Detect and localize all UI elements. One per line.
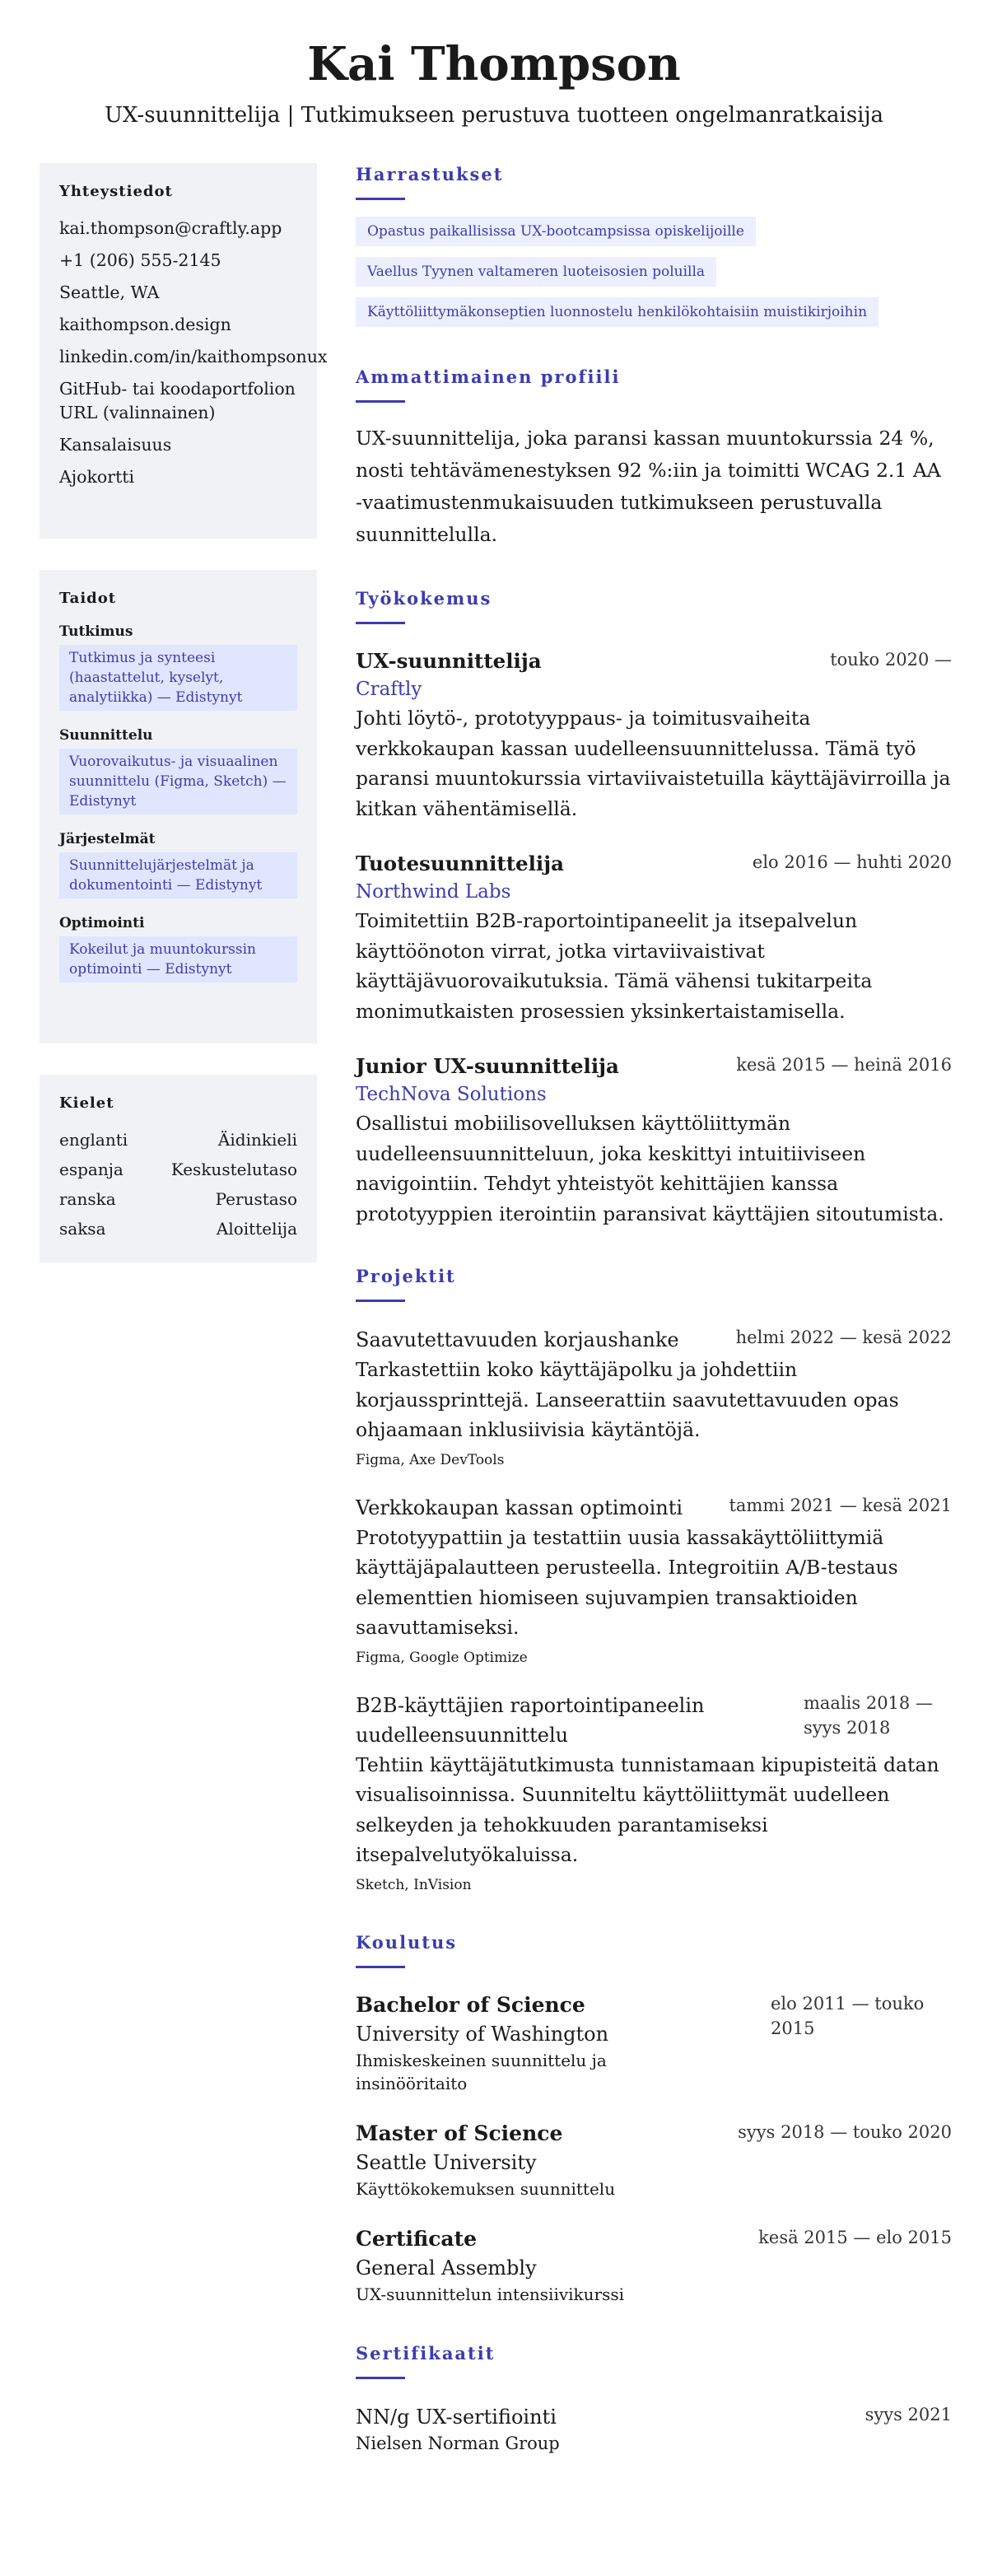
language-level: Äidinkieli (217, 1130, 297, 1150)
project-dates: helmi 2022 — kesä 2022 (735, 1328, 952, 1347)
project-tools: Sketch, InVision (356, 1876, 472, 1893)
project-item (356, 1325, 952, 1470)
skill-group (59, 831, 297, 898)
job-description: Johti löytö-, prototyyppaus- ja toimitusvaiheita verkkokaupan kassan uudelleensuunnittelussa. Tämä työ paransi muuntokurssia virtaviivaistetuilla käyttäjävirroilla ja kitkan vähentämisellä. (356, 707, 951, 820)
job-description: Osallistui mobiilisovelluksen käyttöliittymän uudelleensuunnitteluun, joka keskittyi intuitiiviseen navigointiin. Tehdyt yhteistyöt kehittäjien kanssa prototyyppien iterointiin paransivat käyttäjien sitoutumista. (356, 1112, 944, 1225)
education-dates: syys 2018 — touko 2020 (738, 2121, 952, 2142)
profile-section (356, 366, 952, 551)
skill-group-title: Optimointi (59, 915, 145, 931)
skill-tag: Tutkimus ja synteesi (haastattelut, kyselyt, analytiikka) — Edistynyt (59, 645, 297, 711)
candidate-headline: UX-suunnittelija | Tutkimukseen perustuva tuotteen ongelmanratkaisija (104, 103, 884, 128)
hobby-list (356, 217, 952, 338)
skill-group-title: Järjestelmät (59, 831, 156, 847)
school-name: General Assembly (356, 2256, 537, 2280)
skill-tag: Vuorovaikutus- ja visuaalinen suunnittelu (Figma, Sketch) — Edistynyt (59, 749, 297, 814)
experience-item (356, 1052, 952, 1229)
contact-title: Yhteystiedot (59, 183, 173, 200)
job-company: Northwind Labs (356, 881, 511, 903)
languages-box (40, 1075, 317, 1262)
hobby-tag: Opastus paikallisissa UX-bootcampsissa opiskelijoille (356, 217, 756, 246)
language-row (59, 1188, 297, 1211)
job-dates: elo 2016 — huhti 2020 (752, 852, 952, 872)
project-item (356, 1691, 952, 1895)
degree-name: Master of Science (356, 2121, 563, 2145)
language-level: Perustaso (215, 1189, 297, 1209)
profile-text: UX-suunnittelija, joka paransi kassan muuntokurssia 24 %, nosti tehtävämenestyksen 92 %:iin ja toimitti WCAG 2.1 AA -vaatimustenmukaisuuden tutkimukseen perustuvalla suunnittelulla. (356, 427, 941, 546)
candidate-name: Kai Thompson (307, 37, 681, 91)
certifications-section (356, 2342, 952, 2455)
contact-portfolio: GitHub- tai koodaportfolion URL (valinnainen) (59, 379, 296, 422)
project-name: Verkkokaupan kassan optimointi (356, 1496, 683, 1519)
section-divider (356, 2377, 405, 2379)
contact-box (40, 163, 328, 539)
skill-group (59, 623, 297, 711)
hobbies-section (356, 163, 952, 338)
contact-email[interactable]: kai.thompson@craftly.app (59, 218, 282, 238)
language-level: Keskustelutaso (170, 1160, 297, 1179)
projects-section (356, 1265, 952, 1895)
certification-date: syys 2021 (864, 2404, 952, 2424)
job-dates: kesä 2015 — heinä 2016 (736, 1055, 952, 1075)
school-name: University of Washington (356, 2022, 609, 2046)
education-title: Koulutus (356, 1931, 458, 1953)
experience-item (356, 850, 952, 1026)
language-level: Aloittelija (216, 1219, 297, 1239)
contact-website[interactable]: kaithompson.design (59, 315, 231, 334)
project-name: Saavutettavuuden korjaushanke (356, 1328, 679, 1351)
education-dates: elo 2011 — touko 2015 (771, 1993, 925, 2038)
section-divider (356, 1966, 405, 1968)
job-company: TechNova Solutions (356, 1084, 547, 1105)
hobby-tag: Käyttöliittymäkonseptien luonnostelu henkilökohtaisiin muistikirjoihin (356, 297, 878, 327)
job-description: Toimitettiin B2B-raportointipaneelit ja itsepalvelun käyttöönoton virrat, jotka virtaviivaistivat käyttäjävuorovaikutuksia. Tämä vähensi tukitarpeita monimutkaisten prosessien yksinkertaistamisella. (356, 909, 873, 1023)
skill-tag: Suunnittelujärjestelmät ja dokumentointi — Edistynyt (59, 852, 297, 898)
education-item (356, 2225, 952, 2306)
contact-license: Ajokortti (59, 467, 135, 487)
profile-title: Ammattimainen profiili (356, 366, 621, 387)
project-description: Prototyypattiin ja testattiin uusia kassakäyttöliittymiä käyttäjäpalautteen perusteella. Integroitiin A/B-testaus elementtien hiomiseen sujuvampien transaktioiden saavuttamiseksi. (356, 1525, 898, 1639)
language-name: saksa (59, 1219, 106, 1239)
field-of-study: Käyttökokemuksen suunnittelu (356, 2178, 616, 2199)
projects-title: Projektit (356, 1266, 456, 1286)
experience-section (356, 587, 952, 1229)
project-tools: Figma, Axe DevTools (356, 1451, 505, 1468)
field-of-study: UX-suunnittelun intensiivikurssi (356, 2284, 625, 2304)
job-title: UX-suunnittelija (356, 649, 542, 673)
section-divider (356, 400, 405, 403)
skill-group (59, 915, 297, 982)
section-divider (356, 1300, 405, 1302)
education-dates: kesä 2015 — elo 2015 (758, 2227, 952, 2247)
sidebar (40, 163, 328, 1294)
project-dates: maalis 2018 — syys 2018 (804, 1692, 933, 1738)
section-divider (356, 622, 405, 624)
language-row (59, 1128, 297, 1151)
contact-phone[interactable]: +1 (206) 555-2145 (59, 250, 221, 270)
project-name: B2B-käyttäjien raportointipaneelin uudelleensuunnittelu (356, 1693, 705, 1747)
project-description: Tehtiin käyttäjätutkimusta tunnistamaan kipupisteitä datan visualisoinnissa. Suunniteltu käyttöliittymät uudelleen selkeyden ja tehokkuuden parantamiseksi itsepalvelutyökaluissa. (356, 1752, 939, 1866)
education-item (356, 2120, 952, 2200)
hobby-tag: Vaellus Tyynen valtameren luoteisosien poluilla (356, 257, 716, 287)
certifications-title: Sertifikaatit (356, 2342, 496, 2364)
skill-group (59, 727, 297, 814)
education-item (356, 1991, 952, 2095)
section-divider (356, 198, 405, 200)
contact-citizenship: Kansalaisuus (59, 435, 172, 455)
language-name: englanti (59, 1130, 128, 1150)
project-description: Tarkastettiin koko käyttäjäpolku ja johdettiin korjaussprinttejä. Lanseerattiin saavutettavuuden opas ohjaamaan inklusiivisia käytäntöjä. (356, 1358, 899, 1441)
job-company: Craftly (356, 679, 422, 700)
education-section (356, 1931, 952, 2306)
school-name: Seattle University (356, 2150, 537, 2174)
skills-title: Taidot (59, 590, 117, 607)
job-dates: touko 2020 — (830, 650, 952, 670)
certification-name: NN/g UX-sertifiointi (356, 2405, 557, 2429)
contact-linkedin[interactable]: linkedin.com/in/kaithompsonux (59, 347, 328, 366)
languages-title: Kielet (59, 1094, 114, 1112)
hobbies-title: Harrastukset (356, 164, 504, 184)
certification-issuer: Nielsen Norman Group (356, 2433, 560, 2453)
skill-tag: Kokeilut ja muuntokurssin optimointi — Edistynyt (59, 936, 297, 982)
project-dates: tammi 2021 — kesä 2021 (729, 1495, 952, 1515)
language-name: ranska (59, 1189, 116, 1209)
experience-title: Työkokemus (356, 588, 492, 609)
project-tools: Figma, Google Optimize (356, 1649, 528, 1666)
language-row (59, 1217, 297, 1240)
main-content (356, 163, 952, 2455)
job-title: Junior UX-suunnittelija (356, 1054, 619, 1078)
certification-item (356, 2402, 952, 2455)
language-row (59, 1158, 297, 1181)
project-item (356, 1493, 952, 1668)
degree-name: Certificate (356, 2226, 478, 2251)
skills-box (40, 570, 317, 1043)
contact-location: Seattle, WA (59, 282, 160, 302)
experience-item (356, 647, 952, 824)
skill-group-title: Tutkimus (59, 623, 133, 640)
degree-name: Bachelor of Science (356, 1992, 585, 2017)
resume-header (0, 33, 988, 130)
language-name: espanja (59, 1160, 124, 1179)
field-of-study: Ihmiskeskeinen suunnittelu ja insinööritaito (356, 2050, 607, 2093)
skill-group-title: Suunnittelu (59, 727, 153, 744)
job-title: Tuotesuunnittelija (356, 852, 564, 875)
